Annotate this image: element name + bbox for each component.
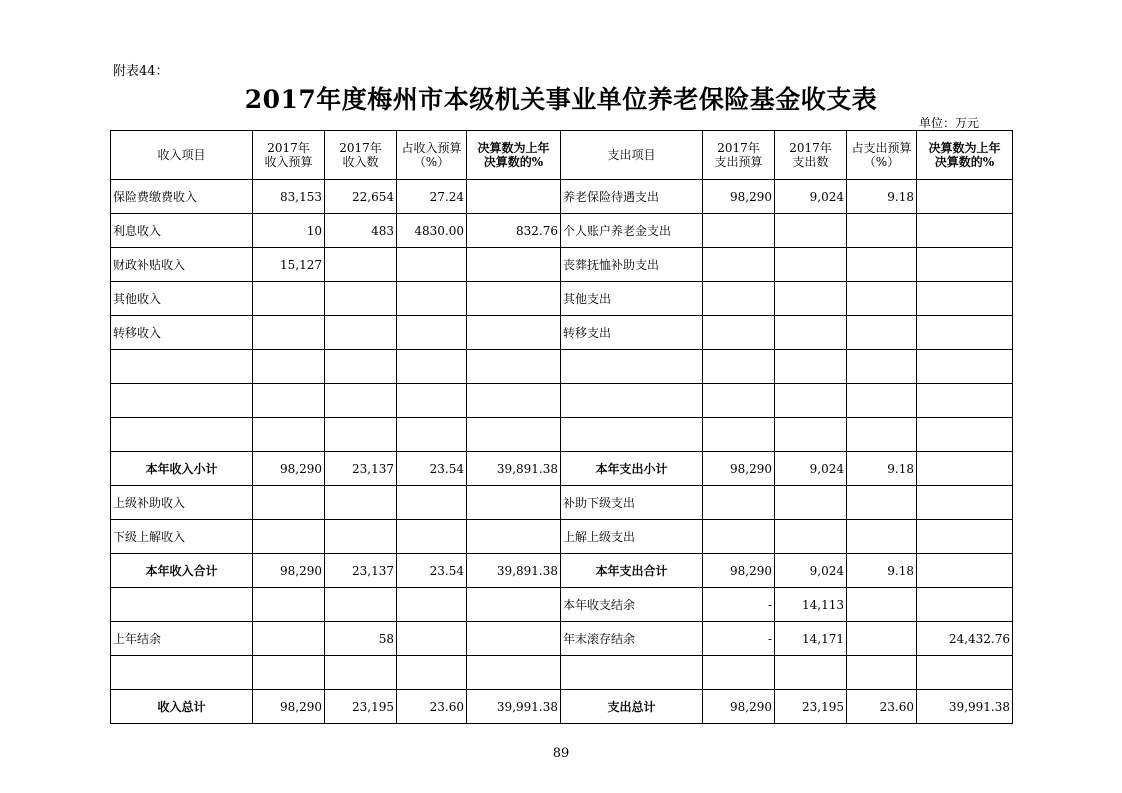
- cell-income-pct-last-year: [467, 282, 561, 316]
- header-income-item: 收入项目: [111, 131, 253, 180]
- cell-income-budget: 98,290: [253, 690, 325, 724]
- cell-income-actual: [325, 350, 397, 384]
- cell-income-actual: [325, 282, 397, 316]
- cell-expense-item: 本年支出小计: [561, 452, 703, 486]
- cell-income-actual: 58: [325, 622, 397, 656]
- unit-label: 单位：万元: [919, 116, 980, 130]
- cell-expense-item: [561, 656, 703, 690]
- cell-income-item: [111, 588, 253, 622]
- cell-income-item: 上级补助收入: [111, 486, 253, 520]
- cell-expense-item: 丧葬抚恤补助支出: [561, 248, 703, 282]
- cell-income-pct-last-year: [467, 418, 561, 452]
- cell-expense-actual: [775, 486, 847, 520]
- cell-expense-pct-last-year: [917, 452, 1013, 486]
- table-row: [111, 520, 1013, 554]
- cell-income-pct-budget: 4830.00: [397, 214, 467, 248]
- cell-expense-pct-last-year: [917, 520, 1013, 554]
- cell-income-pct-last-year: [467, 180, 561, 214]
- cell-expense-budget: [703, 520, 775, 554]
- cell-income-budget: [253, 418, 325, 452]
- cell-income-pct-budget: 23.60: [397, 690, 467, 724]
- cell-income-actual: [325, 316, 397, 350]
- cell-expense-pct-last-year: [917, 248, 1013, 282]
- cell-expense-pct-budget: [847, 248, 917, 282]
- cell-expense-item: 本年支出合计: [561, 554, 703, 588]
- cell-expense-budget: [703, 656, 775, 690]
- cell-expense-item: 上解上级支出: [561, 520, 703, 554]
- cell-expense-pct-budget: [847, 418, 917, 452]
- cell-expense-actual: 9,024: [775, 180, 847, 214]
- cell-expense-budget: [703, 214, 775, 248]
- cell-expense-actual: 9,024: [775, 452, 847, 486]
- table-row: [111, 384, 1013, 418]
- cell-expense-pct-budget: 9.18: [847, 452, 917, 486]
- cell-income-actual: [325, 418, 397, 452]
- cell-expense-item: [561, 418, 703, 452]
- table-row: [111, 554, 1013, 588]
- cell-income-pct-budget: [397, 588, 467, 622]
- cell-income-actual: 483: [325, 214, 397, 248]
- table-row: [111, 690, 1013, 724]
- cell-income-budget: [253, 520, 325, 554]
- cell-income-pct-budget: [397, 248, 467, 282]
- cell-expense-item: 个人账户养老金支出: [561, 214, 703, 248]
- cell-expense-pct-budget: [847, 384, 917, 418]
- cell-expense-actual: 14,113: [775, 588, 847, 622]
- table-row: [111, 180, 1013, 214]
- cell-income-item: 上年结余: [111, 622, 253, 656]
- cell-expense-item: 本年收支结余: [561, 588, 703, 622]
- cell-income-actual: 23,137: [325, 554, 397, 588]
- cell-expense-pct-last-year: [917, 588, 1013, 622]
- cell-expense-budget: [703, 350, 775, 384]
- table-header-row: [111, 131, 1013, 180]
- cell-income-pct-last-year: [467, 486, 561, 520]
- cell-expense-budget: [703, 486, 775, 520]
- cell-expense-pct-last-year: [917, 316, 1013, 350]
- cell-expense-actual: [775, 248, 847, 282]
- page-number: 89: [552, 746, 570, 761]
- cell-expense-item: 养老保险待遇支出: [561, 180, 703, 214]
- cell-income-item: 利息收入: [111, 214, 253, 248]
- cell-expense-pct-budget: [847, 656, 917, 690]
- cell-income-actual: [325, 520, 397, 554]
- cell-income-pct-last-year: [467, 350, 561, 384]
- table-row: [111, 316, 1013, 350]
- table-row: [111, 248, 1013, 282]
- cell-income-item: 下级上解收入: [111, 520, 253, 554]
- cell-expense-pct-budget: [847, 316, 917, 350]
- cell-expense-item: 转移支出: [561, 316, 703, 350]
- cell-expense-actual: [775, 214, 847, 248]
- cell-expense-pct-budget: [847, 282, 917, 316]
- cell-income-actual: [325, 248, 397, 282]
- cell-income-actual: 23,195: [325, 690, 397, 724]
- cell-expense-pct-budget: [847, 588, 917, 622]
- cell-expense-item: 支出总计: [561, 690, 703, 724]
- cell-income-budget: 15,127: [253, 248, 325, 282]
- cell-income-pct-budget: [397, 418, 467, 452]
- header-expense-budget: 2017年 支出预算: [703, 131, 775, 180]
- cell-income-pct-last-year: [467, 520, 561, 554]
- attachment-label: 附表44：: [113, 64, 169, 79]
- cell-expense-item: [561, 350, 703, 384]
- cell-income-budget: [253, 588, 325, 622]
- cell-income-pct-budget: [397, 520, 467, 554]
- header-income-pct-budget: 占收入预算 （%）: [397, 131, 467, 180]
- cell-income-pct-last-year: [467, 316, 561, 350]
- cell-expense-pct-budget: [847, 622, 917, 656]
- cell-income-pct-last-year: [467, 248, 561, 282]
- cell-income-item: [111, 350, 253, 384]
- page-title: 2017年度梅州市本级机关事业单位养老保险基金收支表: [244, 85, 878, 114]
- cell-income-actual: [325, 588, 397, 622]
- cell-expense-actual: [775, 656, 847, 690]
- cell-expense-budget: 98,290: [703, 690, 775, 724]
- cell-expense-pct-last-year: [917, 486, 1013, 520]
- cell-expense-pct-last-year: [917, 384, 1013, 418]
- cell-income-pct-budget: [397, 316, 467, 350]
- cell-expense-actual: [775, 282, 847, 316]
- cell-income-item: [111, 384, 253, 418]
- cell-income-pct-last-year: [467, 656, 561, 690]
- cell-income-budget: 98,290: [253, 452, 325, 486]
- cell-expense-budget: 98,290: [703, 554, 775, 588]
- cell-expense-budget: [703, 282, 775, 316]
- cell-income-item: 财政补贴收入: [111, 248, 253, 282]
- cell-expense-actual: [775, 520, 847, 554]
- cell-income-budget: [253, 486, 325, 520]
- cell-income-budget: [253, 384, 325, 418]
- cell-income-actual: 22,654: [325, 180, 397, 214]
- cell-income-item: 本年收入小计: [111, 452, 253, 486]
- cell-income-pct-budget: [397, 282, 467, 316]
- cell-expense-actual: [775, 350, 847, 384]
- table-row: [111, 452, 1013, 486]
- cell-income-budget: 83,153: [253, 180, 325, 214]
- cell-expense-pct-last-year: [917, 656, 1013, 690]
- cell-expense-pct-last-year: 39,991.38: [917, 690, 1013, 724]
- cell-expense-pct-last-year: 24,432.76: [917, 622, 1013, 656]
- cell-expense-pct-last-year: [917, 554, 1013, 588]
- cell-income-pct-budget: [397, 350, 467, 384]
- cell-income-pct-budget: [397, 486, 467, 520]
- cell-expense-budget: -: [703, 622, 775, 656]
- cell-income-budget: 98,290: [253, 554, 325, 588]
- cell-income-budget: [253, 282, 325, 316]
- cell-income-actual: [325, 656, 397, 690]
- cell-income-pct-last-year: [467, 384, 561, 418]
- cell-expense-item: 年末滚存结余: [561, 622, 703, 656]
- cell-expense-budget: -: [703, 588, 775, 622]
- header-expense-pct-budget: 占支出预算 （%）: [847, 131, 917, 180]
- cell-income-budget: [253, 350, 325, 384]
- cell-expense-pct-last-year: [917, 282, 1013, 316]
- cell-expense-budget: [703, 316, 775, 350]
- table-row: [111, 622, 1013, 656]
- fund-income-expense-table: [110, 130, 1013, 724]
- cell-income-item: 其他收入: [111, 282, 253, 316]
- cell-income-actual: [325, 384, 397, 418]
- cell-expense-actual: 23,195: [775, 690, 847, 724]
- cell-income-item: [111, 656, 253, 690]
- header-expense-pct-last-year: 决算数为上年 决算数的%: [917, 131, 1013, 180]
- header-expense-actual: 2017年 支出数: [775, 131, 847, 180]
- cell-expense-pct-budget: [847, 350, 917, 384]
- table-row: [111, 656, 1013, 690]
- cell-expense-item: 补助下级支出: [561, 486, 703, 520]
- cell-expense-budget: [703, 384, 775, 418]
- cell-expense-actual: 9,024: [775, 554, 847, 588]
- table-row: [111, 418, 1013, 452]
- cell-expense-budget: [703, 418, 775, 452]
- cell-expense-budget: [703, 248, 775, 282]
- header-income-pct-last-year: 决算数为上年 决算数的%: [467, 131, 561, 180]
- cell-expense-item: [561, 384, 703, 418]
- cell-income-pct-budget: [397, 622, 467, 656]
- cell-expense-pct-budget: 9.18: [847, 180, 917, 214]
- cell-expense-pct-budget: [847, 214, 917, 248]
- cell-income-pct-budget: 23.54: [397, 554, 467, 588]
- cell-income-pct-budget: [397, 656, 467, 690]
- cell-income-actual: 23,137: [325, 452, 397, 486]
- cell-expense-actual: [775, 384, 847, 418]
- cell-expense-item: 其他支出: [561, 282, 703, 316]
- cell-expense-budget: 98,290: [703, 180, 775, 214]
- header-income-budget: 2017年 收入预算: [253, 131, 325, 180]
- cell-income-item: 本年收入合计: [111, 554, 253, 588]
- cell-income-budget: 10: [253, 214, 325, 248]
- cell-expense-pct-budget: [847, 520, 917, 554]
- cell-income-pct-budget: 23.54: [397, 452, 467, 486]
- cell-income-pct-last-year: 39,891.38: [467, 554, 561, 588]
- cell-income-pct-budget: 27.24: [397, 180, 467, 214]
- cell-income-pct-budget: [397, 384, 467, 418]
- cell-income-budget: [253, 316, 325, 350]
- cell-income-item: 转移收入: [111, 316, 253, 350]
- cell-income-budget: [253, 656, 325, 690]
- cell-income-item: 保险费缴费收入: [111, 180, 253, 214]
- table-row: [111, 214, 1013, 248]
- cell-income-pct-last-year: 39,891.38: [467, 452, 561, 486]
- cell-income-pct-last-year: 832.76: [467, 214, 561, 248]
- header-income-actual: 2017年 收入数: [325, 131, 397, 180]
- cell-expense-actual: [775, 316, 847, 350]
- cell-expense-pct-budget: 23.60: [847, 690, 917, 724]
- cell-expense-pct-last-year: [917, 214, 1013, 248]
- cell-income-budget: [253, 622, 325, 656]
- header-expense-item: 支出项目: [561, 131, 703, 180]
- cell-expense-actual: [775, 418, 847, 452]
- cell-income-item: 收入总计: [111, 690, 253, 724]
- cell-expense-pct-budget: [847, 486, 917, 520]
- cell-expense-actual: 14,171: [775, 622, 847, 656]
- cell-expense-budget: 98,290: [703, 452, 775, 486]
- table-row: [111, 350, 1013, 384]
- cell-income-pct-last-year: [467, 588, 561, 622]
- table-row: [111, 588, 1013, 622]
- cell-income-pct-last-year: [467, 622, 561, 656]
- cell-income-pct-last-year: 39,991.38: [467, 690, 561, 724]
- table-row: [111, 282, 1013, 316]
- cell-expense-pct-last-year: [917, 350, 1013, 384]
- cell-income-actual: [325, 486, 397, 520]
- cell-expense-pct-budget: 9.18: [847, 554, 917, 588]
- table-row: [111, 486, 1013, 520]
- cell-income-item: [111, 418, 253, 452]
- cell-expense-pct-last-year: [917, 180, 1013, 214]
- cell-expense-pct-last-year: [917, 418, 1013, 452]
